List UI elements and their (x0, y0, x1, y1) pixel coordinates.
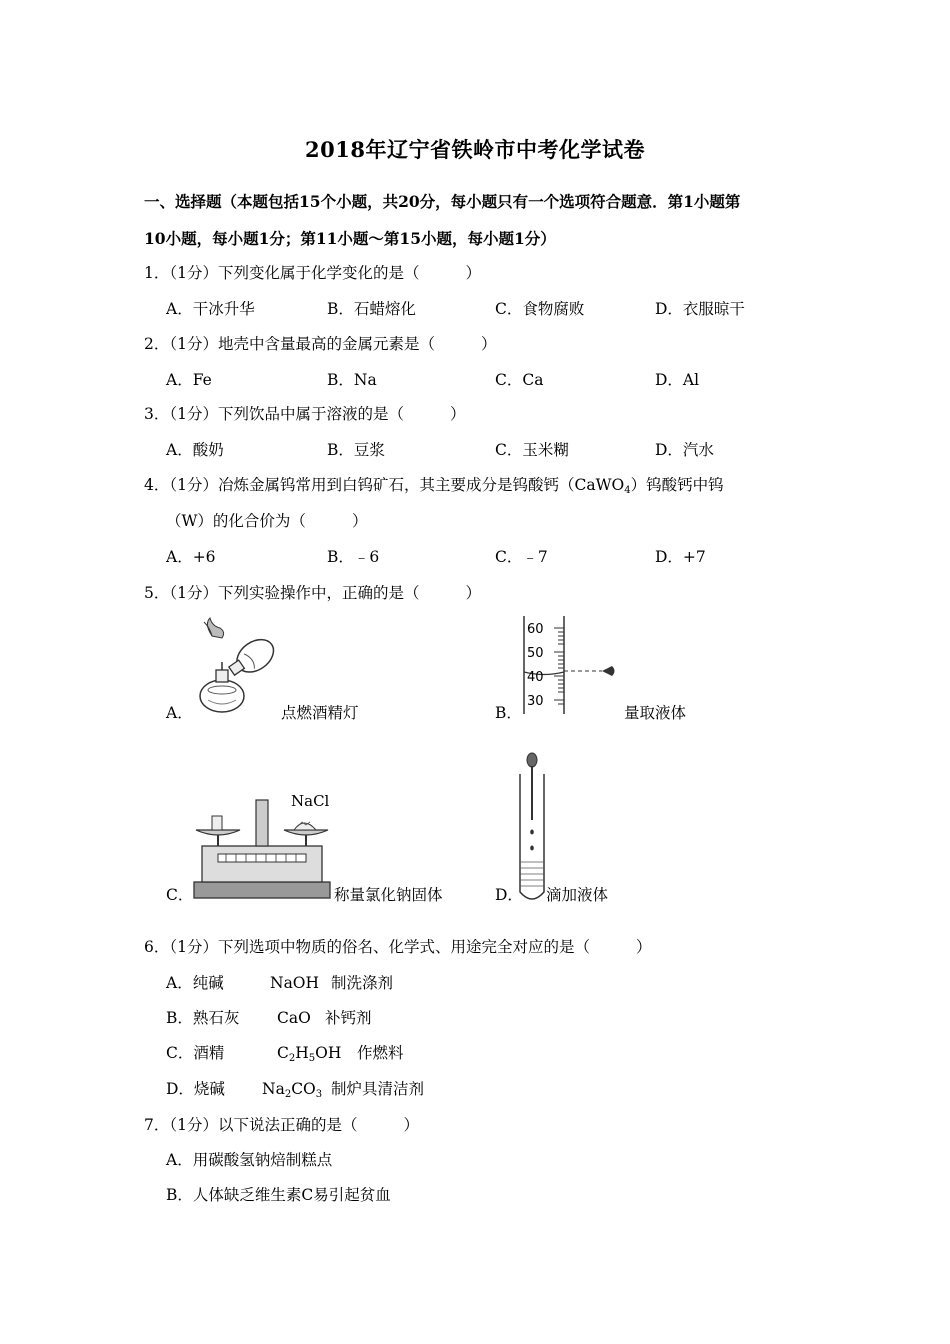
question-2-text: 2．（1分）地壳中含量最高的金属元素是（ (144, 335, 435, 353)
formula-subscript: 2 (288, 1053, 296, 1064)
q4-option-b: B．﹣6 (327, 548, 380, 566)
question-2-stem (144, 334, 497, 354)
question-4-text-b: ）钨酸钙中钨 (630, 476, 724, 494)
question-6-stem (144, 937, 652, 957)
dropper-test-tube-figure (516, 750, 548, 908)
question-6-text: 6．（1分）下列选项中物质的俗名、化学式、用途完全对应的是（ (144, 938, 590, 956)
nacl-label: NaCl (291, 792, 330, 810)
q2-option-c: C．Ca (495, 371, 544, 389)
q6-option-d-name: D．烧碱 (166, 1080, 225, 1098)
q5-option-a-caption: 点燃酒精灯 (281, 704, 359, 722)
formula-part: CO (291, 1080, 316, 1098)
question-5-stem (144, 583, 481, 603)
question-4-stem-line-2 (166, 511, 367, 531)
formula-subscript: 3 (315, 1089, 323, 1100)
formula-subscript: 2 (284, 1089, 292, 1100)
q6-option-a-formula: NaOH (270, 974, 320, 992)
formula-part: Na (262, 1080, 285, 1098)
cylinder-tick-50: 50 (527, 646, 544, 661)
q5-option-a-letter: A． (166, 704, 193, 722)
q2-option-d: D．Al (655, 371, 700, 389)
q7-option-a: A．用碳酸氢钠焙制糕点 (166, 1151, 333, 1169)
question-2-close: ） (480, 335, 497, 353)
q1-option-a: A．干冰升华 (166, 300, 255, 318)
formula-part: H (295, 1044, 309, 1062)
q6-option-a-name: A．纯碱 (166, 974, 224, 992)
q4-option-c: C．﹣7 (495, 548, 548, 566)
question-5-close: ） (465, 584, 481, 602)
q3-option-c: C．玉米糊 (495, 441, 569, 459)
q3-option-a: A．酸奶 (166, 441, 224, 459)
alcohol-lamp-figure (190, 616, 282, 720)
q1-option-b: B．石蜡熔化 (327, 300, 416, 318)
q6-option-b-formula: CaO (277, 1009, 311, 1027)
page-title: 2018年辽宁省铁岭市中考化学试卷 (305, 137, 645, 162)
q5-option-d-caption: 滴加液体 (546, 886, 609, 904)
q1-option-d: D．衣服晾干 (655, 300, 745, 318)
question-1-close: ） (465, 264, 481, 282)
question-6-close: ） (635, 938, 652, 956)
q6-option-c-formula (277, 1043, 341, 1063)
q5-option-c-caption: 称量氯化钠固体 (334, 886, 443, 904)
question-4-stem (144, 475, 724, 495)
question-7-text: 7．（1分）以下说法正确的是（ (144, 1116, 358, 1134)
section-header-line-2: 10小题，每小题1分；第11小题～第15小题，每小题1分） (144, 229, 556, 248)
cylinder-tick-60: 60 (527, 622, 544, 637)
q5-option-b-letter: B． (495, 704, 522, 722)
question-4-text-2: （W）的化合价为（ (166, 512, 306, 530)
question-7-stem (144, 1115, 419, 1135)
question-7-close: ） (403, 1116, 419, 1134)
q5-option-c-letter: C． (166, 886, 194, 904)
question-5-text: 5．（1分）下列实验操作中，正确的是（ (144, 584, 420, 602)
question-3-text: 3．（1分）下列饮品中属于溶液的是（ (144, 405, 404, 423)
q2-option-b: B．Na (327, 371, 377, 389)
cylinder-tick-40: 40 (527, 670, 544, 685)
q5-option-d-letter: D． (495, 886, 523, 904)
question-1-text: 1．（1分）下列变化属于化学变化的是（ (144, 264, 420, 282)
question-4-text-a: 4．（1分）冶炼金属钨常用到白钨矿石，其主要成分是钨酸钙（CaWO (144, 476, 625, 494)
question-3-close: ） (449, 405, 466, 423)
question-3-stem (144, 404, 466, 424)
q4-option-d: D．+7 (655, 548, 706, 566)
q6-option-c-use: 作燃料 (357, 1044, 404, 1062)
q6-option-a-use: 制洗涤剂 (331, 974, 394, 992)
formula-part: OH (315, 1044, 342, 1062)
q6-option-c-name: C．酒精 (166, 1044, 225, 1062)
q7-option-b: B．人体缺乏维生素C易引起贫血 (166, 1186, 391, 1204)
q6-option-b-name: B．熟石灰 (166, 1009, 240, 1027)
question-4-subscript: 4 (624, 485, 631, 496)
q6-option-d-use: 制炉具清洁剂 (331, 1080, 425, 1098)
question-1-stem (144, 263, 481, 283)
q2-option-a: A．Fe (166, 371, 212, 389)
cylinder-tick-30: 30 (527, 694, 544, 709)
q6-option-b-use: 补钙剂 (325, 1009, 372, 1027)
formula-part: C (277, 1044, 289, 1062)
q6-option-d-formula (262, 1079, 322, 1099)
q5-option-b-caption: 量取液体 (624, 704, 687, 722)
q4-option-a: A．+6 (166, 548, 216, 566)
question-4-close: ） (351, 512, 368, 530)
q1-option-c: C．食物腐败 (495, 300, 585, 318)
q3-option-b: B．豆浆 (327, 441, 385, 459)
formula-subscript: 5 (308, 1053, 316, 1064)
section-header-line-1: 一、选择题（本题包括15个小题，共20分，每小题只有一个选项符合题意．第1小题第 (144, 192, 741, 211)
q3-option-d: D．汽水 (655, 441, 714, 459)
